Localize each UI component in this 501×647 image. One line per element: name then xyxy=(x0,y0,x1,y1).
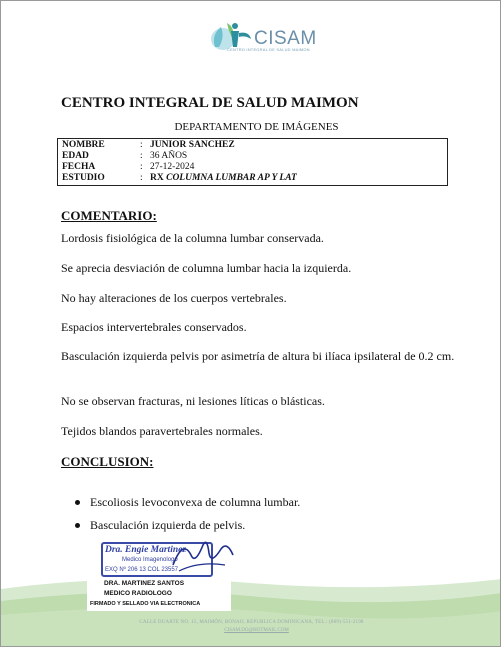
comment-paragraph: No se observan fracturas, ni lesiones líticas o blásticas. xyxy=(61,394,325,408)
patient-age-row xyxy=(62,151,443,162)
report-date-row xyxy=(62,162,443,173)
patient-info-box xyxy=(57,138,448,186)
list-item xyxy=(75,491,300,514)
study-value xyxy=(150,173,297,184)
conclusion-list xyxy=(75,491,300,537)
comment-paragraph: Tejidos blandos paravertebrales normales. xyxy=(61,424,263,438)
conclusion-heading: CONCLUSION: xyxy=(61,454,154,469)
footer-address: CALLE DUARTE NO. 15, MAIMÓN, BONAO, REPUBLICA DOMINICANA, TEL.: (809)-551-2198 xyxy=(139,620,364,625)
footer-email: CISAM.DO@HOTMAIL.COM xyxy=(224,628,289,633)
signature-note: FIRMADO Y SELLADO VIA ELECTRONICA xyxy=(90,601,201,607)
stamp-doctor-name: Dra. Engie Martinez xyxy=(105,545,187,555)
bullet-icon xyxy=(75,523,80,528)
logo-name: CISAM xyxy=(254,28,317,49)
cisam-logo xyxy=(205,17,315,57)
conclusion-item: Escoliosis levoconvexa de columna lumbar. xyxy=(90,495,301,509)
study-label: ESTUDIO xyxy=(62,173,105,183)
page-title: CENTRO INTEGRAL DE SALUD MAIMON xyxy=(61,95,359,111)
bullet-icon xyxy=(75,500,80,505)
list-item xyxy=(75,514,300,537)
conclusion-item: Basculación izquierda de pelvis. xyxy=(90,518,246,532)
signer-title: MEDICO RADIOLOGO xyxy=(104,590,172,597)
stamp-specialty: Medico Imagenologo xyxy=(122,557,178,563)
stamp-license: EXQ Nº 206 13 COL 23557 xyxy=(105,567,179,573)
comment-heading: COMENTARIO: xyxy=(61,208,157,223)
handwritten-signature-icon xyxy=(169,535,239,577)
study-prefix: RX xyxy=(150,173,164,183)
patient-age-value: 36 AÑOS xyxy=(150,151,188,161)
patient-name-label: NOMBRE xyxy=(62,140,105,150)
patient-name-value: JUNIOR SANCHEZ xyxy=(150,140,235,150)
footer-wave-decoration xyxy=(1,571,501,647)
report-date-label: FECHA xyxy=(62,162,96,172)
patient-name-row xyxy=(62,140,443,151)
colon: : xyxy=(140,140,143,150)
patient-age-label: EDAD xyxy=(62,151,89,161)
colon: : xyxy=(140,162,143,172)
comment-paragraph: Lordosis fisiológica de la columna lumbar conservada. xyxy=(61,231,324,245)
signer-name: DRA. MARTINEZ SANTOS xyxy=(104,580,185,587)
comment-paragraph: Basculación izquierda pelvis por asimetría de altura bi ilíaca ipsilateral de 0.2 cm. xyxy=(61,349,455,363)
comment-paragraph: Espacios intervertebrales conservados. xyxy=(61,320,247,334)
comment-paragraph: Se aprecia desviación de columna lumbar hacia la izquierda. xyxy=(61,261,352,275)
department-label: DEPARTAMENTO DE IMÁGENES xyxy=(174,121,339,133)
colon: : xyxy=(140,173,143,183)
colon: : xyxy=(140,151,143,161)
report-date-value: 27-12-2024 xyxy=(150,162,195,172)
comment-paragraph: No hay alteraciones de los cuerpos vertebrales. xyxy=(61,291,287,305)
logo-subtitle: CENTRO INTEGRAL DE SALUD MAIMON xyxy=(227,47,310,52)
study-name: COLUMNA LUMBAR AP Y LAT xyxy=(166,173,297,183)
study-row xyxy=(62,173,443,184)
